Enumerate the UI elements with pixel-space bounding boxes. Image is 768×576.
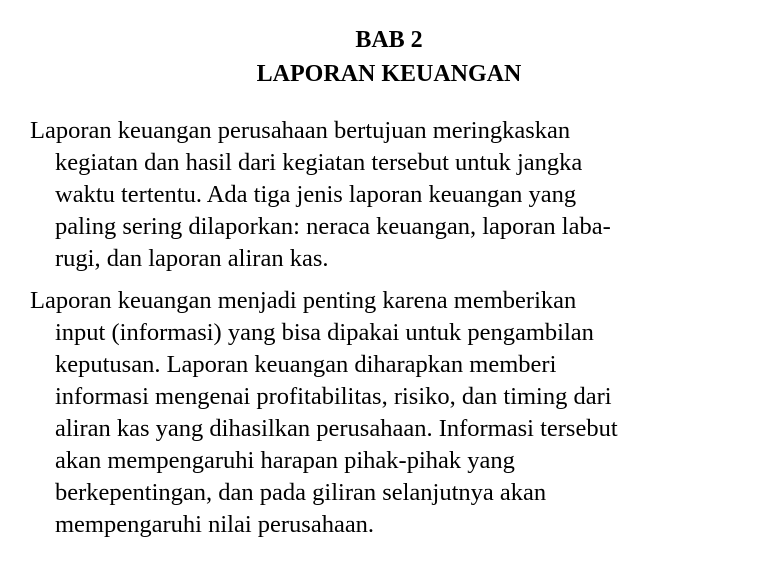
paragraph-line: Laporan keuangan menjadi penting karena memberikan	[30, 287, 577, 314]
paragraph-line: input (informasi) yang bisa dipakai untuk pengambilan	[55, 319, 594, 346]
paragraph-line: kegiatan dan hasil dari kegiatan tersebut untuk jangka	[55, 149, 583, 176]
paragraph-2	[30, 285, 760, 541]
paragraph-line: informasi mengenai profitabilitas, risiko, dan timing dari	[55, 383, 612, 410]
paragraph-line: Laporan keuangan perusahaan bertujuan meringkaskan	[30, 117, 571, 144]
page-title: LAPORAN KEUANGAN	[256, 61, 522, 87]
paragraph-line: keputusan. Laporan keuangan diharapkan memberi	[55, 351, 557, 378]
paragraph-line: mempengaruhi nilai perusahaan.	[55, 511, 375, 538]
paragraph-line: rugi, dan laporan aliran kas.	[55, 245, 329, 272]
paragraph-line: paling sering dilaporkan: neraca keuangan, laporan laba-	[55, 213, 611, 240]
paragraph-line: akan mempengaruhi harapan pihak-pihak yang	[55, 447, 515, 474]
paragraph-1	[30, 115, 760, 275]
chapter-label: BAB 2	[355, 27, 423, 53]
paragraph-line: waktu tertentu. Ada tiga jenis laporan keuangan yang	[55, 181, 577, 208]
paragraph-line: aliran kas yang dihasilkan perusahaan. Informasi tersebut	[55, 415, 618, 442]
paragraph-line: berkepentingan, dan pada giliran selanjutnya akan	[55, 479, 547, 506]
